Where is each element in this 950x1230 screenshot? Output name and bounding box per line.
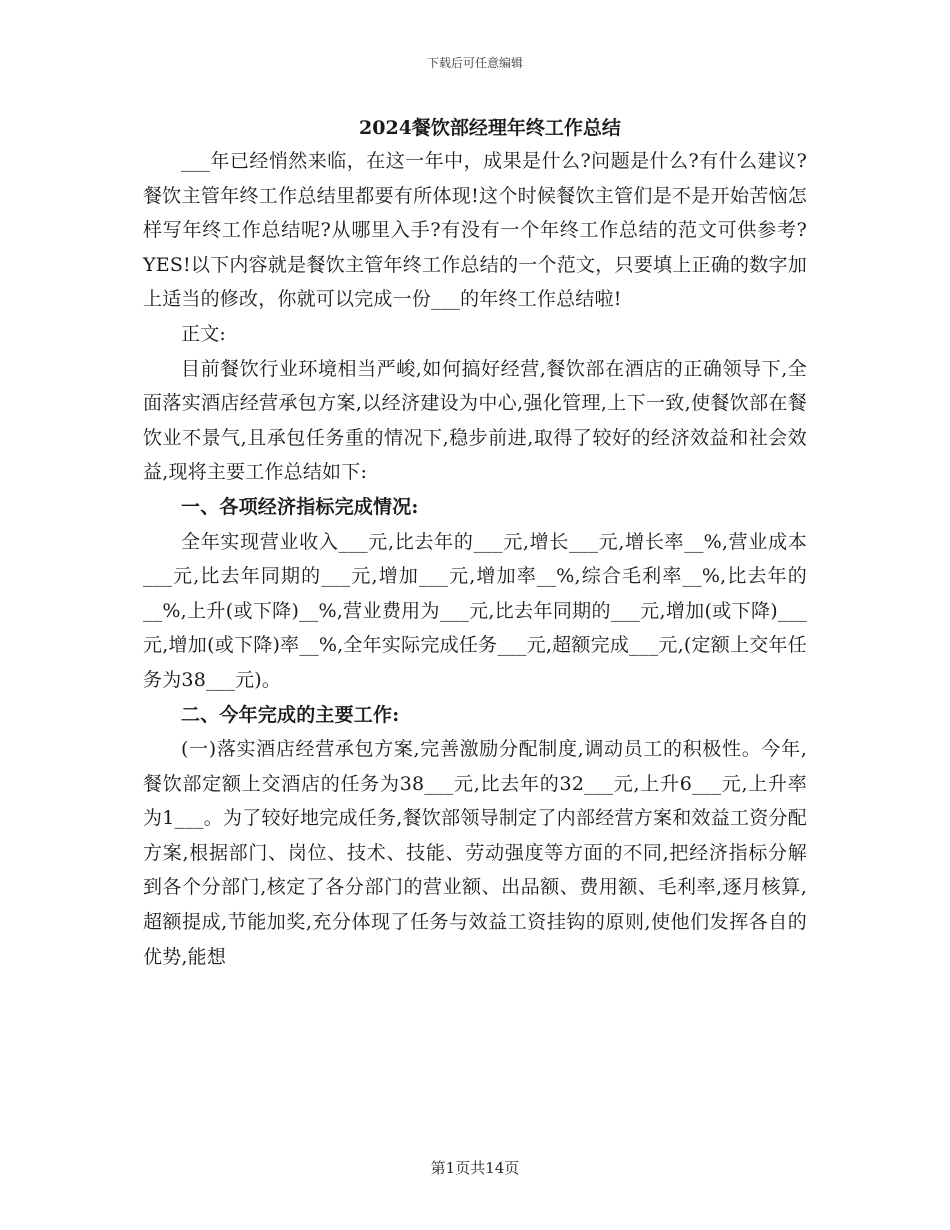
intro-paragraph: ___年已经悄然来临，在这一年中，成果是什么?问题是什么?有什么建议?餐饮主管年终工作总结里都要有所体现!这个时候餐饮主管们是不是开始苦恼怎样写年终工作总结呢?从哪里入手?有没有一个年终工作总结的范文可供参考?YES!以下内容就是餐饮主管年终工作总结的一个范文，只要填上正确的数字加上适当的修改，你就可以完成一份___的年终工作总结啦! — [143, 150, 807, 311]
page-header-note: 下载后可任意编辑 — [426, 56, 523, 70]
section-heading-main-work: 二、今年完成的主要工作: — [181, 703, 400, 726]
body-label: 正文: — [181, 322, 227, 345]
indicators-paragraph: 全年实现营业收入___元,比去年的___元,增长___元,增长率__%,营业成本___元,比去年同期的___元,增加___元,增加率__%,综合毛利率__%,比去年的__%,上升(或下降)__%,营业费用为___元,比去年同期的___元,增加(或下降)___元,增加(或下降)率__%,全年实际完成任务___元,超额完成___元,(定额上交年任务为38___元)。 — [143, 530, 807, 691]
main-work-paragraph: (一)落实酒店经营承包方案,完善激励分配制度,调动员工的积极性。今年,餐饮部定额上交酒店的任务为38___元,比去年的32___元,上升6___元,上升率为1___。为了较好地完成任务,餐饮部领导制定了内部经营方案和效益工资分配方案,根据部门、岗位、技术、技能、劳动强度等方面的不同,把经济指标分解到各个分部门,核定了各分部门的营业额、出品额、费用额、毛利率,逐月核算,超额提成,节能加奖,充分体现了任务与效益工资挂钩的原则,使他们发挥各自的优势,能想 — [143, 738, 807, 968]
section-heading-indicators: 一、各项经济指标完成情况: — [181, 495, 419, 518]
document-body — [143, 112, 807, 974]
document-title: 2024餐饮部经理年终工作总结 — [359, 117, 621, 139]
page-footer: 第1页共14页 — [430, 1159, 520, 1177]
overview-paragraph: 目前餐饮行业环境相当严峻,如何搞好经营,餐饮部在酒店的正确领导下,全面落实酒店经营承包方案,以经济建设为中心,强化管理,上下一致,使餐饮部在餐饮业不景气,且承包任务重的情况下,稳步前进,取得了较好的经济效益和社会效益,现将主要工作总结如下: — [143, 357, 807, 484]
